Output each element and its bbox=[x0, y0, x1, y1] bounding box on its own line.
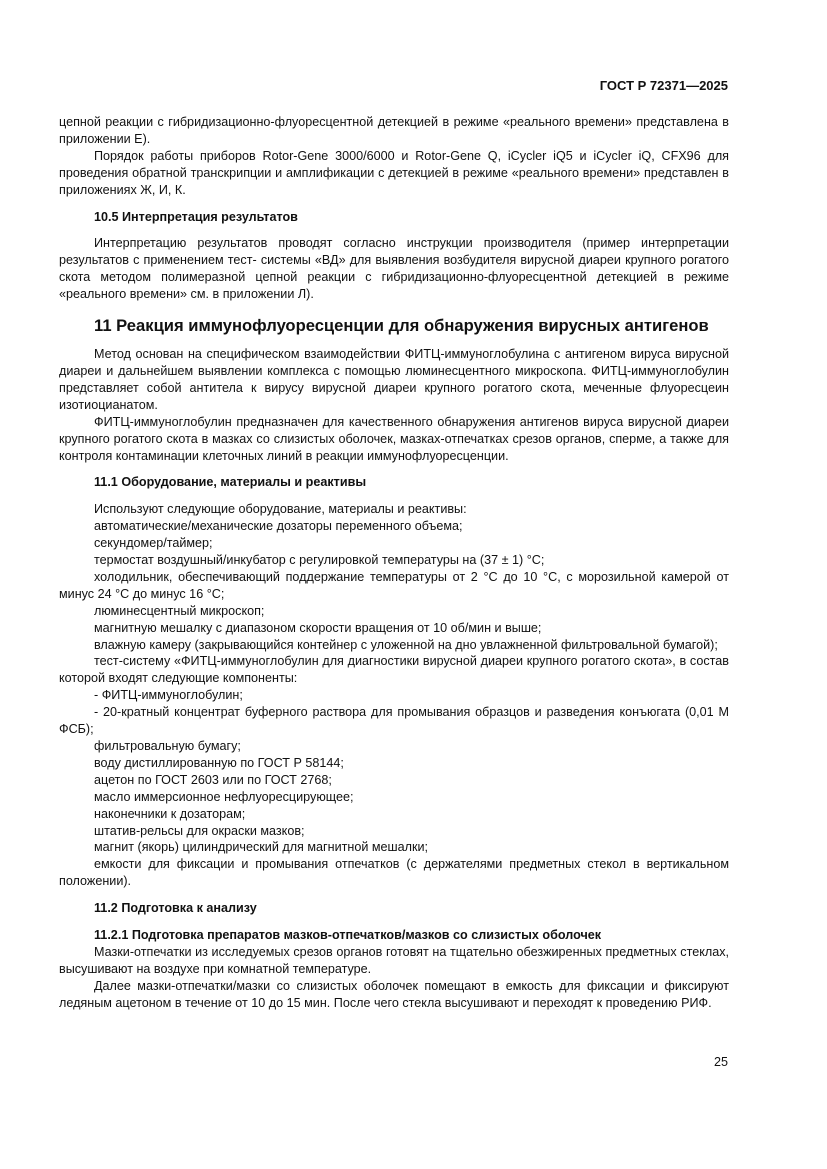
list-item: ацетон по ГОСТ 2603 или по ГОСТ 2768; bbox=[94, 772, 332, 787]
paragraph: холодильник, обеспечивающий поддержание температуры от 2 °С до 10 °С, с морозильной камерой от минус 24 °С до минус 16 °С; bbox=[59, 569, 729, 601]
list-item: воду дистиллированную по ГОСТ Р 58144; bbox=[94, 755, 344, 770]
list-item: магнитную мешалку с диапазоном скорости вращения от 10 об/мин и выше; bbox=[94, 620, 542, 635]
standard-header: ГОСТ Р 72371—2025 bbox=[599, 78, 728, 93]
paragraph: ФИТЦ-иммуноглобулин предназначен для качественного обнаружения антигенов вируса вирусной диареи крупного рогатого скота в мазках со слизистых оболочек, мазках-отпечатках срезов органов, сперме, а также для контроля контаминации клеточных линий в реакции иммунофлуоресценции. bbox=[59, 414, 729, 463]
paragraph: Интерпретацию результатов проводят согласно инструкции производителя (пример интерпретации результатов с применением тест- системы «ВД» для выявления возбудителя вирусной диареи крупного рогатого скота методом полимеразной цепной реакции с гибридизационно-флуоресцентной детекцией в режиме «реального времени» см. в приложении Л). bbox=[59, 236, 729, 302]
paragraph: тест-систему «ФИТЦ-иммуноглобулин для диагностики вирусной диареи крупного рогатого скота», в состав которой входят следующие компоненты: bbox=[59, 654, 729, 686]
subsection-heading: 11.2.1 Подготовка препаратов мазков-отпечатков/мазков со слизистых оболочек bbox=[94, 928, 602, 943]
paragraph: Далее мазки-отпечатки/мазки со слизистых оболочек помещают в емкость для фиксации и фиксируют ледяным ацетоном в течение от 10 до 15 мин. После чего стекла высушивают и переходят к проведению РИФ. bbox=[59, 978, 729, 1010]
paragraph: Метод основан на специфическом взаимодействии ФИТЦ-иммуноглобулина с антигеном вируса вирусной диареи и дальнейшем выявлении комплекса с помощью люминесцентного микроскопа. ФИТЦ-иммуноглобулин представляет собой антитела к вирусу вирусной диареи крупного рогатого скота, меченные флуоресцеин изотиоцианатом. bbox=[59, 347, 729, 412]
list-item: секундомер/таймер; bbox=[94, 536, 213, 551]
section-heading: 11.2 Подготовка к анализу bbox=[94, 901, 257, 916]
document-body bbox=[59, 114, 729, 1012]
list-item: фильтровальную бумагу; bbox=[94, 739, 241, 753]
paragraph: емкости для фиксации и промывания отпечатков (с держателями предметных стекол в вертикальном положении). bbox=[59, 857, 729, 889]
list-item: Используют следующие оборудование, материалы и реактивы: bbox=[94, 502, 467, 517]
list-item: автоматические/механические дозаторы переменного объема; bbox=[94, 519, 463, 534]
paragraph: Порядок работы приборов Rotor-Gene 3000/6000 и Rotor-Gene Q, iCycler iQ5 и iCycler iQ, CFX96 для проведения обратной транскрипции и амплификации с детекцией в режиме «реального времени» представлен в приложениях Ж, И, К. bbox=[59, 148, 729, 197]
list-item: - ФИТЦ-иммуноглобулин; bbox=[94, 688, 243, 703]
paragraph: Мазки-отпечатки из исследуемых срезов органов готовят на тщательно обезжиренных предметных стеклах, высушивают на воздухе при комнатной температуре. bbox=[59, 944, 729, 976]
section-heading: 11.1 Оборудование, материалы и реактивы bbox=[94, 475, 367, 490]
list-item: масло иммерсионное нефлуоресцирующее; bbox=[94, 789, 354, 804]
list-item: термостат воздушный/инкубатор с регулировкой температуры на (37 ± 1) °С; bbox=[94, 553, 545, 568]
paragraph: - 20-кратный концентрат буферного раствора для промывания образцов и разведения конъюгата (0,01 М ФСБ); bbox=[59, 705, 729, 737]
list-item: штатив-рельсы для окраски мазков; bbox=[94, 823, 305, 838]
paragraph: цепной реакции с гибридизационно-флуоресцентной детекцией в режиме «реального времени» представлена в приложении Е). bbox=[59, 115, 729, 146]
list-item: люминесцентный микроскоп; bbox=[94, 603, 265, 618]
chapter-heading: 11 Реакция иммунофлуоресценции для обнаружения вирусных антигенов bbox=[94, 316, 709, 336]
page-number: 25 bbox=[713, 1055, 728, 1069]
list-item: магнит (якорь) цилиндрический для магнитной мешалки; bbox=[94, 840, 429, 855]
paragraph: влажную камеру (закрывающийся контейнер с уложенной на дно увлажненной фильтровальной бумагой); bbox=[94, 637, 718, 652]
list-item: наконечники к дозаторам; bbox=[94, 806, 246, 821]
section-heading: 10.5 Интерпретация результатов bbox=[94, 209, 298, 224]
